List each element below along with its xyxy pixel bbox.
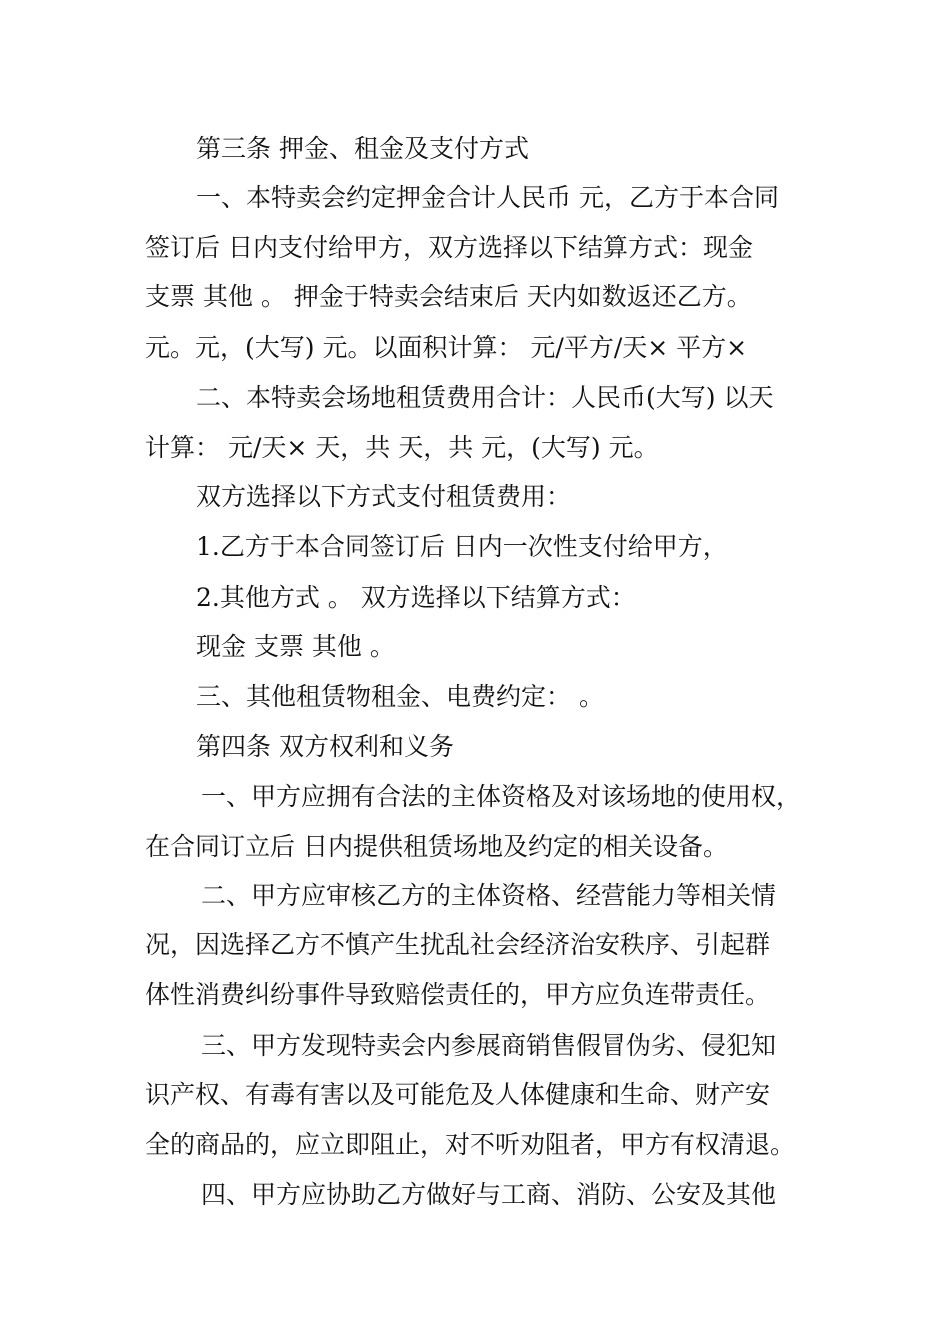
text-line: 现金 支票 其他 。: [196, 632, 395, 661]
text-line: 第三条 押金、租金及支付方式: [196, 134, 529, 163]
text-line: 签订后 日内支付给甲方，双方选择以下结算方式：现金: [145, 233, 753, 262]
text-line: 全的商品的，应立即阻止，对不听劝阻者，甲方有权清退。: [145, 1130, 796, 1159]
text-line: 在合同订立后 日内提供租赁场地及约定的相关设备。: [145, 832, 728, 861]
text-line: 三、其他租赁物租金、电费约定： 。: [196, 682, 604, 711]
text-line: 二、甲方应审核乙方的主体资格、经营能力等相关情: [201, 881, 777, 910]
text-line: 一、甲方应拥有合法的主体资格及对该场地的使用权，: [201, 782, 802, 811]
text-line: 1.乙方于本合同签订后 日内一次性支付给甲方，: [196, 532, 728, 561]
text-line: 二、本特卖会场地租赁费用合计：人民币(大写) 以天: [196, 383, 774, 412]
text-line: 四、甲方应协助乙方做好与工商、消防、公安及其他: [201, 1180, 777, 1209]
text-line: 2.其他方式 。 双方选择以下结算方式：: [196, 583, 636, 612]
text-line: 计算： 元/天× 天，共 天，共 元，(大写) 元。: [145, 433, 659, 462]
text-line: 支票 其他 。 押金于特卖会结束后 天内如数返还乙方。: [145, 282, 752, 311]
text-line: 双方选择以下方式支付租赁费用：: [196, 482, 572, 511]
text-line: 元。元，(大写) 元。以面积计算： 元/平方/天× 平方×: [145, 333, 748, 362]
text-line: 况，因选择乙方不慎产生扰乱社会经济治安秩序、引起群: [145, 930, 771, 959]
text-line: 一、本特卖会约定押金合计人民币 元，乙方于本合同: [196, 183, 779, 212]
text-line: 三、甲方发现特卖会内参展商销售假冒伪劣、侵犯知: [201, 1031, 777, 1060]
text-line: 第四条 双方权利和义务: [196, 732, 454, 761]
text-line: 识产权、有毒有害以及可能危及人体健康和生命、财产安: [145, 1080, 771, 1109]
text-line: 体性消费纠纷事件导致赔偿责任的，甲方应负连带责任。: [145, 980, 771, 1009]
